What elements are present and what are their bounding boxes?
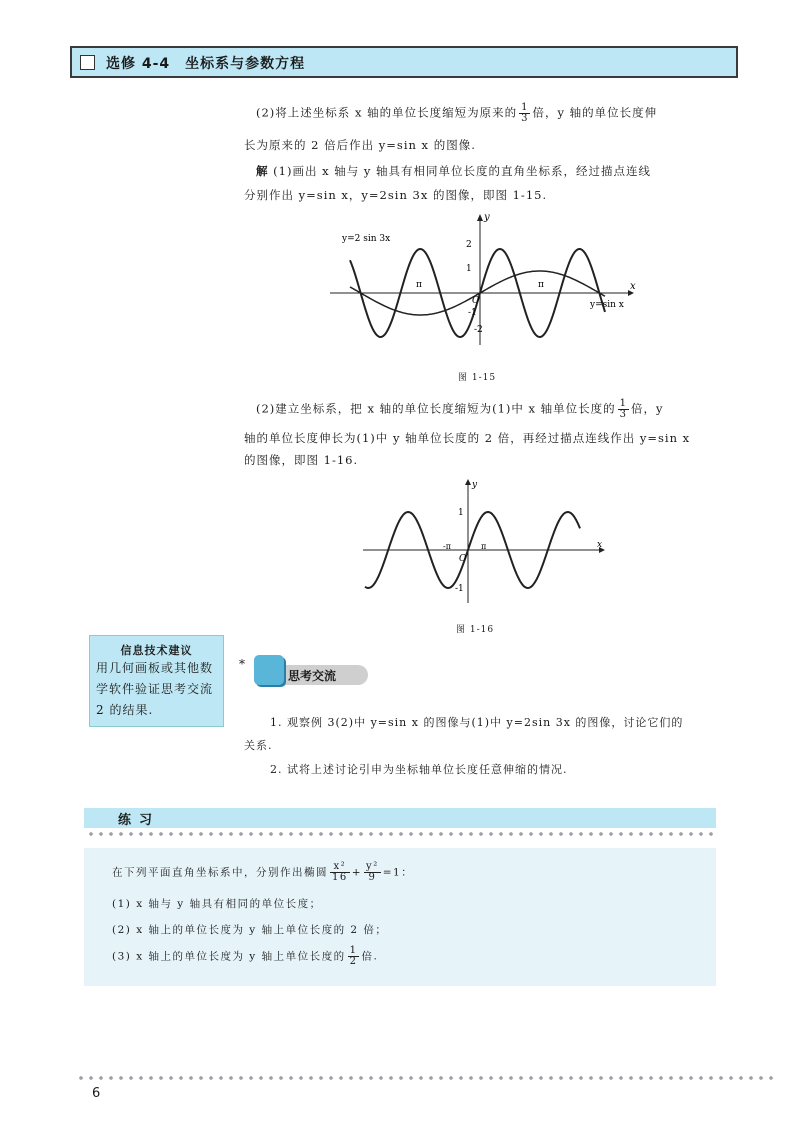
fig16-y-arrow-icon	[465, 479, 471, 485]
think-item2: 2. 试将上述讨论引申为坐标轴单位长度任意伸缩的情况.	[270, 763, 568, 776]
frac-den: 3	[521, 113, 529, 124]
exercise-header	[84, 808, 716, 828]
think-cube-icon	[254, 655, 284, 685]
fig15-tick-neg1: -1	[468, 308, 477, 318]
q2-text-a: (2)将上述坐标系 x 轴的单位长度缩短为原来的	[256, 105, 518, 120]
fig15-y-label: y	[484, 212, 490, 223]
frac-num: 1	[521, 102, 529, 113]
sol2-fraction	[618, 399, 629, 420]
chapter-header	[70, 46, 738, 78]
optional-star: *	[239, 657, 245, 671]
sidebar-text: 用几何画板或其他数学软件验证思考交流 2 的结果.	[96, 661, 214, 717]
fig15-y-arrow-icon	[477, 214, 483, 221]
q2-text-b: 倍，y 轴的单位长度伸	[532, 105, 658, 120]
figure-1-15	[320, 205, 640, 355]
think-discuss-badge	[244, 655, 369, 691]
exercise-item3-text: (3) x 轴上的单位长度为 y 轴上单位长度的	[112, 950, 346, 963]
think-title: 思考交流	[288, 669, 337, 683]
fig15-tick-2: 2	[466, 240, 472, 250]
item3-fraction	[348, 946, 360, 967]
exercise-title: 练习	[118, 813, 161, 828]
fig16-x-label: x	[597, 540, 603, 550]
figure-1-15-caption: 图 1-15	[458, 373, 497, 383]
fig16-tick-neg-pi: -π	[443, 542, 451, 551]
think-item1: 1. 观察例 3(2)中 y=sin x 的图像与(1)中 y=2sin 3x 的图像，讨论它们的	[270, 716, 684, 729]
plus-sign: +	[351, 866, 363, 879]
fig16-tick-neg1: -1	[455, 584, 464, 594]
fig15-tick-1: 1	[466, 264, 472, 274]
ellipse-frac-y	[364, 862, 381, 883]
q2-fraction	[519, 103, 530, 124]
exercise-item-2: (2) x 轴上的单位长度为 y 轴上单位长度的 2 倍；	[112, 924, 388, 936]
exercise-dotted-divider	[86, 831, 716, 837]
it-suggestion-sidebar	[89, 635, 224, 727]
sol2-line1	[256, 399, 664, 420]
solution-text1: (1)画出 x 轴与 y 轴具有相同单位长度的直角坐标系，经过描点连线	[273, 164, 652, 178]
exercise-item-1: (1) x 轴与 y 轴具有相同的单位长度；	[112, 898, 322, 910]
fig16-tick-pi: π	[481, 542, 487, 551]
fig16-tick-1: 1	[458, 508, 464, 518]
frac-den: 9	[368, 872, 377, 883]
chapter-title: 选修 4-4 坐标系与参数方程	[106, 56, 306, 72]
exercise-intro	[112, 862, 413, 883]
q2-line1	[256, 103, 657, 124]
solution-line2: 分别作出 y=sin x，y=2sin 3x 的图像，即图 1-15.	[244, 188, 548, 202]
fig15-tick-neg2: -2	[474, 325, 483, 335]
sidebar-title: 信息技术建议	[120, 644, 193, 657]
exercise-intro-text: 在下列平面直角坐标系中，分别作出椭圆	[112, 866, 328, 879]
fig15-origin: O	[472, 296, 480, 306]
exercise-box	[84, 848, 716, 986]
frac-den: 2	[349, 956, 358, 967]
figure-1-16	[355, 475, 615, 610]
solution-label: 解	[256, 164, 269, 178]
footer-dotted-divider	[76, 1075, 776, 1081]
frac-num: y²	[366, 861, 379, 872]
q2-line2: 长为原来的 2 倍后作出 y=sin x 的图像.	[244, 138, 476, 152]
exercise-item3-end: 倍.	[361, 950, 379, 963]
frac-den: 3	[619, 409, 628, 420]
fig15-x-label: x	[630, 281, 636, 292]
page-number: 6	[92, 1086, 101, 1101]
sol2-line2: 轴的单位长度伸长为(1)中 y 轴单位长度的 2 倍，再经过描点连线作出 y=sin x	[244, 431, 691, 445]
fig15-tick-neg-pi: π	[416, 280, 422, 290]
fig15-curve2-label: y=2 sin 3x	[342, 234, 391, 244]
header-square-icon	[80, 55, 95, 70]
frac-den: 16	[332, 872, 348, 883]
frac-num: 1	[619, 398, 628, 409]
fig15-curve1-label: y=sin x	[590, 300, 624, 310]
sol2-line3: 的图像，即图 1-16.	[244, 453, 359, 467]
think-item1-cont: 关系.	[244, 739, 273, 752]
ellipse-frac-x	[330, 862, 350, 883]
fig16-y-label: y	[472, 480, 478, 490]
sol2-text-a: (2)建立坐标系，把 x 轴的单位长度缩短为(1)中 x 轴单位长度的	[256, 401, 616, 416]
exercise-intro-end: =1：	[382, 866, 414, 879]
solution-line1	[256, 163, 651, 179]
sol2-text-b: 倍，y	[631, 401, 664, 416]
fig16-origin: O	[459, 554, 467, 564]
exercise-item-3	[112, 946, 378, 967]
fig15-tick-pi: π	[538, 280, 544, 290]
figure-1-16-caption: 图 1-16	[456, 625, 495, 635]
frac-num: 1	[349, 945, 358, 956]
frac-num: x²	[330, 862, 350, 873]
